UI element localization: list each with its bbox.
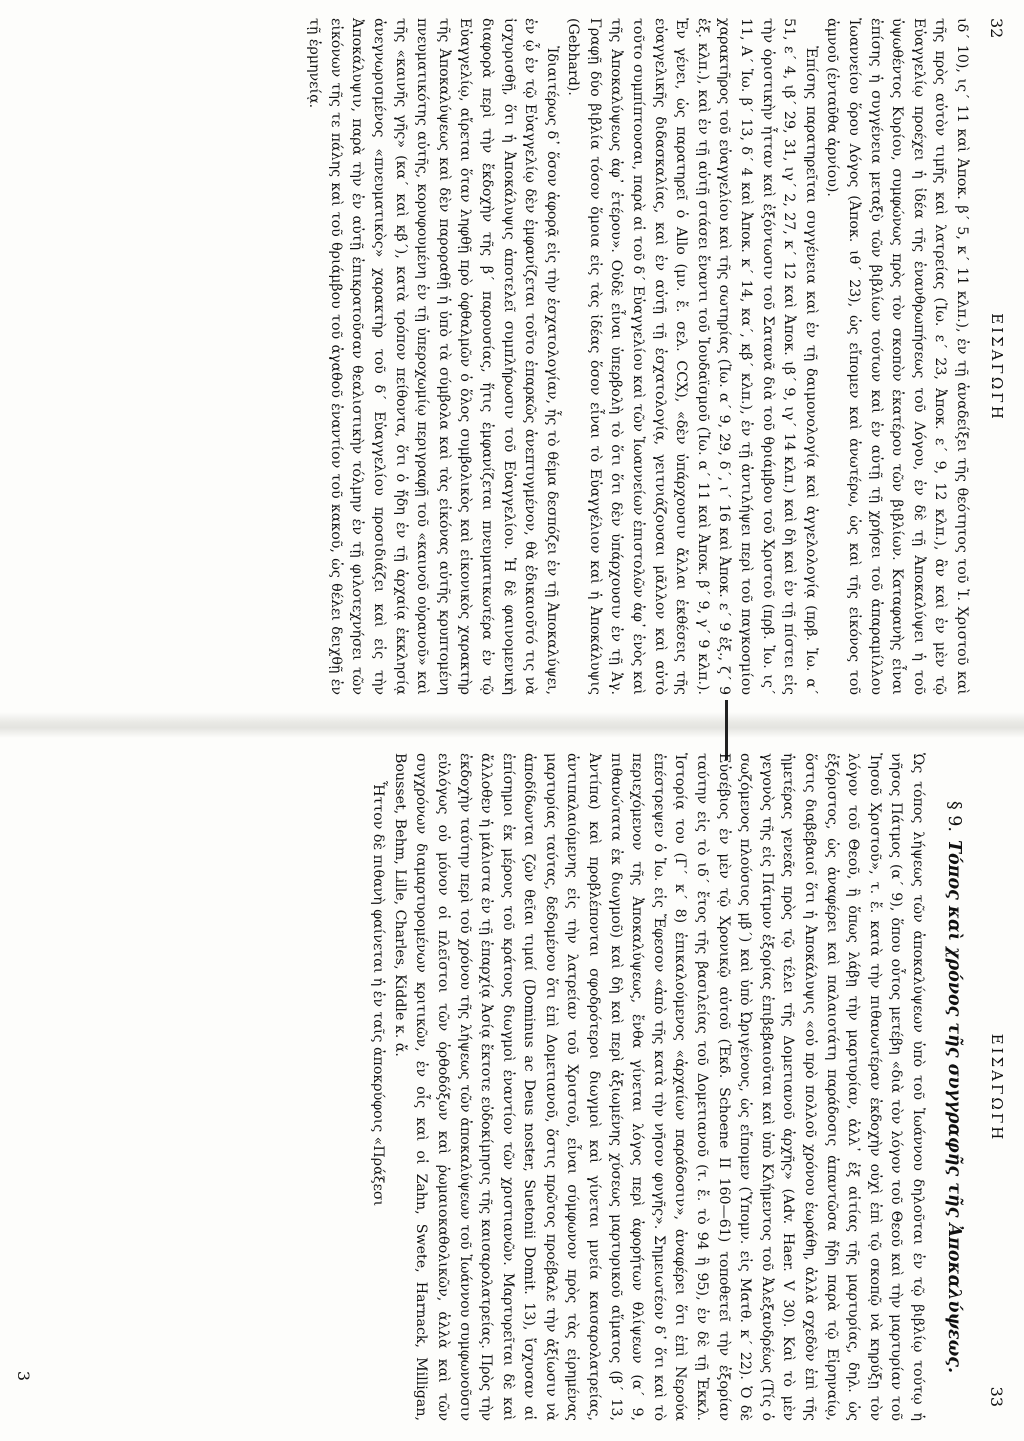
right-paragraph-2: Ἧττον δὲ πιθανὴ φαίνεται ἡ ἐν ταῖς ἀποκρύφοις «Πράξεσι [370, 781, 387, 1207]
section-heading [942, 753, 966, 1421]
signature-mark: 3 [14, 1370, 33, 1381]
right-body-text [367, 753, 972, 1421]
section-title: Τόπος καὶ χρόνος τῆς συγγραφῆς τῆς Ἀποκαλύψεως. [944, 839, 964, 1374]
left-running-title: ΕΙΣΑΓΩΓΗ [988, 313, 1006, 422]
right-page-number: 33 [987, 1386, 1006, 1407]
left-running-head [984, 0, 1006, 715]
left-paragraph-2: Ἐπίσης παρατηρεῖται συγγένεια καὶ ἐν τῇ δαιμονολογίᾳ καὶ ἀγγελολογίᾳ (πρβ. Ἰω. α΄ 51, ε΄ 4, ιβ΄ 29, 31, ιγ΄ 2, 27, κ΄ 12 καὶ Ἀποκ. ιβ΄ 9, ιγ΄ 14 κλπ.) καὶ δὴ καὶ ἐν τῇ πίστει εἰς τὴν ὁριστικὴν ἧτταν καὶ ἐξόντωσιν τοῦ Σατανᾶ διὰ τοῦ θριάμβου τοῦ Χριστοῦ (πρβ. Ἰω. ις΄ 11, Α΄ Ἰω. β΄ 13, δ΄ 4 καὶ Ἀποκ. κ΄ 14, κα΄, κβ΄ κλπ.), ἐν τῇ ἀντιλήψει περὶ τοῦ παγκοσμίου χαρακτῆρος τοῦ εὐαγγελίου καὶ τῆς σωτηρίας (Ἰω. α΄ 9, 29, δ΄, ι΄ 16 καὶ Ἀποκ. ε΄ 9 ἑξ., ζ΄ 9 ἑξ. κλπ.), καὶ ἐν τῇ αὐτῇ στάσει ἔναντι τοῦ Ἰουδαϊσμοῦ (Ἰω. α΄ 11 καὶ Ἀποκ. β΄ 9, γ΄ 9 κλπ.). Ἐν γένει, ὡς παρατηρεῖ ὁ Allo (μν. ἔ. σελ. CCX), «δὲν ὑπάρχουσιν ἄλλαι ἐκθέσεις τῆς εὐαγγελικῆς διδασκαλίας, καὶ ἐν αὐτῇ τῇ ἐσχατολογίᾳ, γειτνιάζουσαι μᾶλλον καὶ αὐτὸ τοῦτο συμπίπτουσαι, παρὰ αἱ τοῦ δ΄ Εὐαγγελίου καὶ τῶν Ἰωαννείων ἐπιστολῶν ἀφ᾽ ἑνὸς καὶ τῆς Ἀποκαλύψεως ἀφ᾽ ἑτέρου». Οὐδὲ εἶναι ὑπερβολὴ τὸ ὅτι ὅτι δὲν ὑπάρχουσιν ἐν τῇ Ἁγ. Γραφῇ δύο βιβλία τόσον ὅμοια εἰς τὰς ἰδέας ὅσον εἶναι τὸ Εὐαγγέλιον καὶ ἡ Ἀποκάλυψις (Gebhard). [565, 18, 819, 695]
left-paragraph-3: Ἰδιαιτέρως δ᾽ ὅσον ἀφορᾷ εἰς τὴν ἐσχατολογίαν, ἧς τὸ θέμα δεσπόζει ἐν τῇ Ἀποκαλύψει, ἐν ᾧ ἐν τῷ Εὐαγγελίῳ δὲν ἐμφανίζεται τοῦτο ἐπαρκῶς ἀνεπτυγμένον, θὰ ἐδικαιοῦτό τις νὰ ἰσχυρισθῇ, ὅτι ἡ Ἀποκάλυψις ἀποτελεῖ συμπλήρωσιν τοῦ Εὐαγγελίου. Ἡ δὲ φαινομενικὴ διαφορὰ περὶ τὴν ἔκδοχὴν τῆς β΄ παρουσίας, ἥτις ἐμφανίζεται πνευματικωτέρα ἐν τῷ Εὐαγγελίῳ, αἴρεται ὅταν ληφθῇ πρὸ ὀφθαλμῶν ὁ ὅλος συμβολικὸς καὶ εἰκονικὸς χαρακτὴρ τῆς Ἀποκαλύψεως καὶ δὲν παροραθῇ ἡ ὑπὸ τὰ σύμβολα καὶ τὰς εἰκόνας αὐτῆς κρυπτομένη πνευματικότης αὐτῆς, κορυφουμένη ἐν τῇ ὑπεροχωμίῳ περιγραφῇ τοῦ «καινοῦ οὐρανοῦ» καὶ τῆς «καινῆς γῆς» (κα΄ καὶ κβ΄), κατὰ τρόπον πείθοντα, ὅτι ὁ ἤδη ἐν τῇ ἀρχαίᾳ ἐκκλησίᾳ ἀνεγνωρισμένος «πνευματικὸς» χαρακτὴρ τοῦ δ΄ Εὐαγγελίου προσιδιάζει καὶ εἰς τὴν Ἀποκάλυψιν, παρὰ τὴν ἐν αὐτῇ ἐπικρατοῦσαν θεαλιστικὴν τόλμην ἐν τῇ φιλοτεχνήσει τῶν εἰκόνων τῆς τε πάλης καὶ τοῦ θριάμβου τοῦ ἀγαθοῦ ἐναντίον τοῦ κακοῦ, ὡς θέλει δειχθῇ ἐν τῇ ἑρμηνείᾳ. [306, 18, 560, 695]
section-number: § 9. [944, 800, 964, 832]
left-body-text [303, 18, 972, 695]
right-paragraph-1: Ὡς τόπος λήψεως τῶν ἀποκαλύψεων ὑπὸ τοῦ Ἰωάννου δηλοῦται ἐν τῷ βιβλίῳ τούτῳ ἡ νῆσος Πάτμος (α΄ 9), ὅπου οὗτος μετέβη «διὰ τὸν λόγον τοῦ Θεοῦ καὶ τὴν μαρτυρίαν τοῦ Ἰησοῦ Χριστοῦ», τ. ἔ. κατὰ τὴν πιθανωτέραν ἐκδοχὴν οὐχὶ ἐπὶ τῷ σκοπῷ νὰ κηρύξῃ τὸν λόγον τοῦ Θεοῦ, ἢ ὅπως λάβῃ τὴν μαρτυρίαν, ἀλλ᾽ ἐξ αἰτίας τῆς μαρτυρίας, δηλ. ὡς ἐξόριστος, ὡς ἀναφέρει καὶ παλαιοτάτη παράδοσις ἀπαντῶσα ἤδη παρὰ τῷ Εἰρηναίῳ, ὅστις διαβεβαιοῖ ὅτι ἡ Ἀποκάλυψις «οὐ πρὸ πολλοῦ χρόνου ἑωράθη, ἀλλὰ σχεδὸν ἐπὶ τῆς ἡμετέρας γενεᾶς πρὸς τῷ τέλει τῆς Δομετιανοῦ ἀρχῆς» (Adv. Haer. V 30). Καὶ τὸ μὲν γεγονὸς τῆς εἰς Πάτμον ἐξορίας ἐπιβεβαιοῦται καὶ ὑπὸ Κλήμεντος τοῦ Ἀλεξανδρέως (Τίς ὁ σωζόμενος πλούσιος μβ΄) καὶ ὑπὸ Ὠριγένους, ὡς εἴπομεν (Ὑπομν. εἰς Ματθ. κ΄ 22). Ὁ δὲ Εὐσέβιος ἐν μὲν τῷ Χρονικῷ αὐτοῦ (Ἐκδ. Schoene II 160—61) τοποθετεῖ τὴν ἐξορίαν ταύτην εἰς τὸ ιδ΄ ἔτος τῆς βασιλείας τοῦ Δομετιανοῦ (τ. ἔ. τὸ 94 ἢ 95), ἐν δὲ τῇ Ἐκκλ. Ἱστορίᾳ του (Γ΄ κ΄ 8) ἐπικαλούμενος «ἀρχαίων παράδοσιν», ἀναφέρει ὅτι ἐπὶ Νερούα ἐπέστρεψεν ὁ Ἰω. εἰς Ἔφεσον «ἀπὸ τῆς κατὰ τὴν νῆσον φυγῆς». Σημειωτέον δ᾽ ὅτι καὶ τὸ περιεχόμενον τῆς Ἀποκαλύψεως, ἔνθα γίνεται λόγος περὶ ἀφορήτων θλίψεων (α΄ 9, πιθανώτατα ἐκ διωγμοῦ) καὶ δὴ καὶ περὶ ἀξιωμένης χύσεως μαρτυρικοῦ αἵματος (β΄ 13, Ἀντίπα) καὶ προβλέπονται σφοδρότεροι διωγμοὶ καὶ γίνεται μνεία καισαρολατρείας, ἀντιπαλαιόμενης εἰς τὴν λατρείαν τοῦ Χριστοῦ, εἶναι σύμφωνον πρὸς τὰς εἰρημένας μαρτυρίας ταύτας, δεδομένου ὅτι ἐπὶ Δομετιανοῦ, ὅστις πρῶτος προέβαλε τὴν ἀξίωσιν νὰ ἀποδίδωνται ζῶν θεῖαι τιμαί (Dominus ac Deus noster, Suetonii Domit. 13), ἴσχυσαν αἱ ἐπίσημοι ἐκ μέρους τοῦ κράτους διωγμοὶ ἐναντίον τῶν χριστιανῶν. Μαρτυρεῖται δὲ καὶ ἄλλοθεν ἡ μάλιστα ἐν τῇ ἐπαρχίᾳ Ἀσίᾳ ἔκτοτε εὐδοκίμησις τῆς καισαρολατρείας. Πρὸς τὴν ἐκδοχὴν ταύτην περὶ τοῦ χρόνου τῆς λήψεως τῶν ἀποκαλύψεων τοῦ Ἰωάννου συμφωνοῦσιν εὐλόγως οὐ μόνον οἱ πλεῖστοι τῶν ὀρθοδόξων καὶ ῥωμαιοκαθολικῶν, ἀλλὰ καὶ τῶν συγχρόνων διαμαρτυρομένων κριτικῶν, ἐν οἷς καὶ οἱ Zahn, Swete, Harnack, Milligan, Bousset, Behm, Lille, Charles, Kiddle κ. ἄ. [391, 753, 926, 1421]
left-page-number: 32 [987, 18, 1006, 39]
left-paragraph-1: ιδ΄ 10), ις΄ 11 καὶ Ἀποκ. β΄ 5, κ΄ 11 κλπ.), ἐν τῇ ἀναδείξει τῆς θεότητος τοῦ Ἰ. Χριστοῦ καὶ τῆς πρὸς αὐτὸν τιμῆς καὶ λατρείας (Ἰω. ε΄ 23, Ἀποκ. ε΄ 9, 12 κλπ.), ἂν καὶ ἐν μὲν τῷ Εὐαγγελίῳ προέχει ἡ ἰδέα τῆς ἐνανθρωπήσεως τοῦ Λόγου, ἐν δὲ τῇ Ἀποκαλύψει ἡ τοῦ ὑψωθέντος Κυρίου, συμφώνως πρὸς τὸν σκοπὸν ἑκατέρου τῶν βιβλίων. Καταφανὴς εἶναι ἐπίσης ἡ συγγένεια μεταξὺ τῶν βιβλίων τούτων καὶ ἐν αὐτῇ τῇ χρήσει τοῦ ἀπαραμίλλου Ἰωαννείου ὅρου Λόγος (Ἀποκ. ιθ΄ 23), ὡς εἴπομεν καὶ ἀνωτέρω, ὡς καὶ τῆς εἰκόνος τοῦ ἀμνοῦ (ἐνταῦθα ἀρνίου). [824, 18, 970, 695]
right-running-title: ΕΙΣΑΓΩΓΗ [988, 1033, 1006, 1143]
right-running-head [984, 735, 1006, 1441]
left-page [0, 0, 1024, 715]
right-page [0, 735, 1024, 1441]
